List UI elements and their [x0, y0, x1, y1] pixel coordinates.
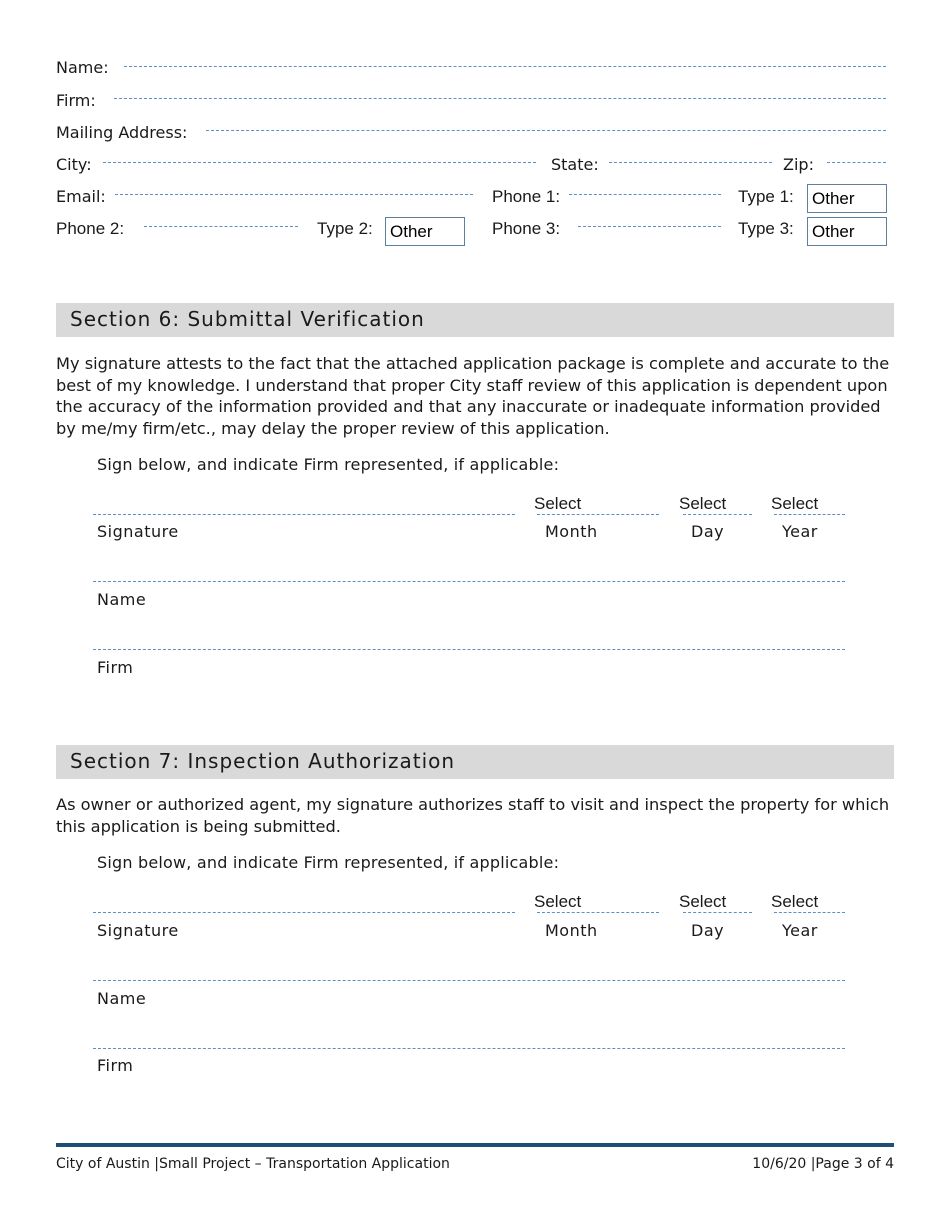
section6-month-select[interactable]: Select: [534, 494, 582, 513]
firm-field[interactable]: [114, 98, 886, 99]
section7-name-field[interactable]: [93, 980, 845, 981]
section6-day-line: [683, 514, 752, 515]
section7-title: Section 7: Inspection Authorization: [70, 749, 456, 773]
type2-label: Type 2:: [317, 219, 373, 238]
section6-day-label: Day: [691, 522, 725, 541]
section6-day-select[interactable]: Select: [679, 494, 727, 513]
zip-field[interactable]: [827, 162, 886, 163]
section7-month-line: [537, 912, 659, 913]
footer-left-text: City of Austin |Small Project – Transportation Application: [56, 1156, 450, 1172]
section6-title: Section 6: Submittal Verification: [70, 307, 425, 331]
state-label: State:: [551, 155, 599, 174]
footer-page-number: 10/6/20 |Page 3 of 4: [752, 1156, 894, 1172]
section6-signature-label: Signature: [97, 522, 179, 541]
section7-name-label: Name: [97, 989, 147, 1008]
section6-year-line: [774, 514, 845, 515]
mailing-address-label: Mailing Address:: [56, 123, 188, 142]
section7-month-select[interactable]: Select: [534, 892, 582, 911]
section6-paragraph: My signature attests to the fact that the attached application package is complete and accurate to the best of my knowledge. I understand that proper City staff review of this application is dependent upon the accuracy of the information provided and that any inaccurate or inadequate information provided by me/my firm/etc., may delay the proper review of this application.: [56, 354, 890, 438]
section7-paragraph: As owner or authorized agent, my signature authorizes staff to visit and inspect the property for which this application is being submitted.: [56, 795, 890, 836]
email-label: Email:: [56, 187, 106, 206]
mailing-address-field[interactable]: [206, 130, 886, 131]
phone3-field[interactable]: [578, 226, 721, 227]
name-label: Name:: [56, 58, 109, 77]
section6-month-line: [537, 514, 659, 515]
section6-firm-label: Firm: [97, 658, 134, 677]
state-field[interactable]: [609, 162, 772, 163]
section7-month-label: Month: [545, 921, 598, 940]
section7-day-select[interactable]: Select: [679, 892, 727, 911]
phone2-field[interactable]: [144, 226, 298, 227]
section7-signature-label: Signature: [97, 921, 179, 940]
section6-signature-field[interactable]: [93, 514, 515, 515]
section7-firm-field[interactable]: [93, 1048, 845, 1049]
type1-select[interactable]: Other: [807, 184, 887, 213]
section7-year-select[interactable]: Select: [771, 892, 819, 911]
phone1-field[interactable]: [569, 194, 721, 195]
section7-day-label: Day: [691, 921, 725, 940]
footer-rule: [56, 1143, 894, 1147]
email-field[interactable]: [115, 194, 473, 195]
name-field[interactable]: [124, 66, 886, 67]
section6-header: [56, 303, 894, 337]
section7-signature-field[interactable]: [93, 912, 515, 913]
zip-label: Zip:: [783, 155, 814, 174]
section6-name-label: Name: [97, 590, 147, 609]
section6-instruction: Sign below, and indicate Firm represented, if applicable:: [97, 455, 560, 474]
section6-month-label: Month: [545, 522, 598, 541]
section7-year-label: Year: [782, 921, 818, 940]
phone2-label: Phone 2:: [56, 219, 125, 238]
section6-year-label: Year: [782, 522, 818, 541]
section7-day-line: [683, 912, 752, 913]
phone3-label: Phone 3:: [492, 219, 561, 238]
city-field[interactable]: [103, 162, 536, 163]
section7-instruction: Sign below, and indicate Firm represented, if applicable:: [97, 853, 560, 872]
section6-year-select[interactable]: Select: [771, 494, 819, 513]
type1-label: Type 1:: [738, 187, 794, 206]
phone1-label: Phone 1:: [492, 187, 561, 206]
section7-year-line: [774, 912, 845, 913]
city-label: City:: [56, 155, 92, 174]
section7-header: [56, 745, 894, 779]
firm-label: Firm:: [56, 91, 96, 110]
type3-select[interactable]: Other: [807, 217, 887, 246]
section6-firm-field[interactable]: [93, 649, 845, 650]
type3-label: Type 3:: [738, 219, 794, 238]
section6-name-field[interactable]: [93, 581, 845, 582]
type2-select[interactable]: Other: [385, 217, 465, 246]
section7-firm-label: Firm: [97, 1056, 134, 1075]
